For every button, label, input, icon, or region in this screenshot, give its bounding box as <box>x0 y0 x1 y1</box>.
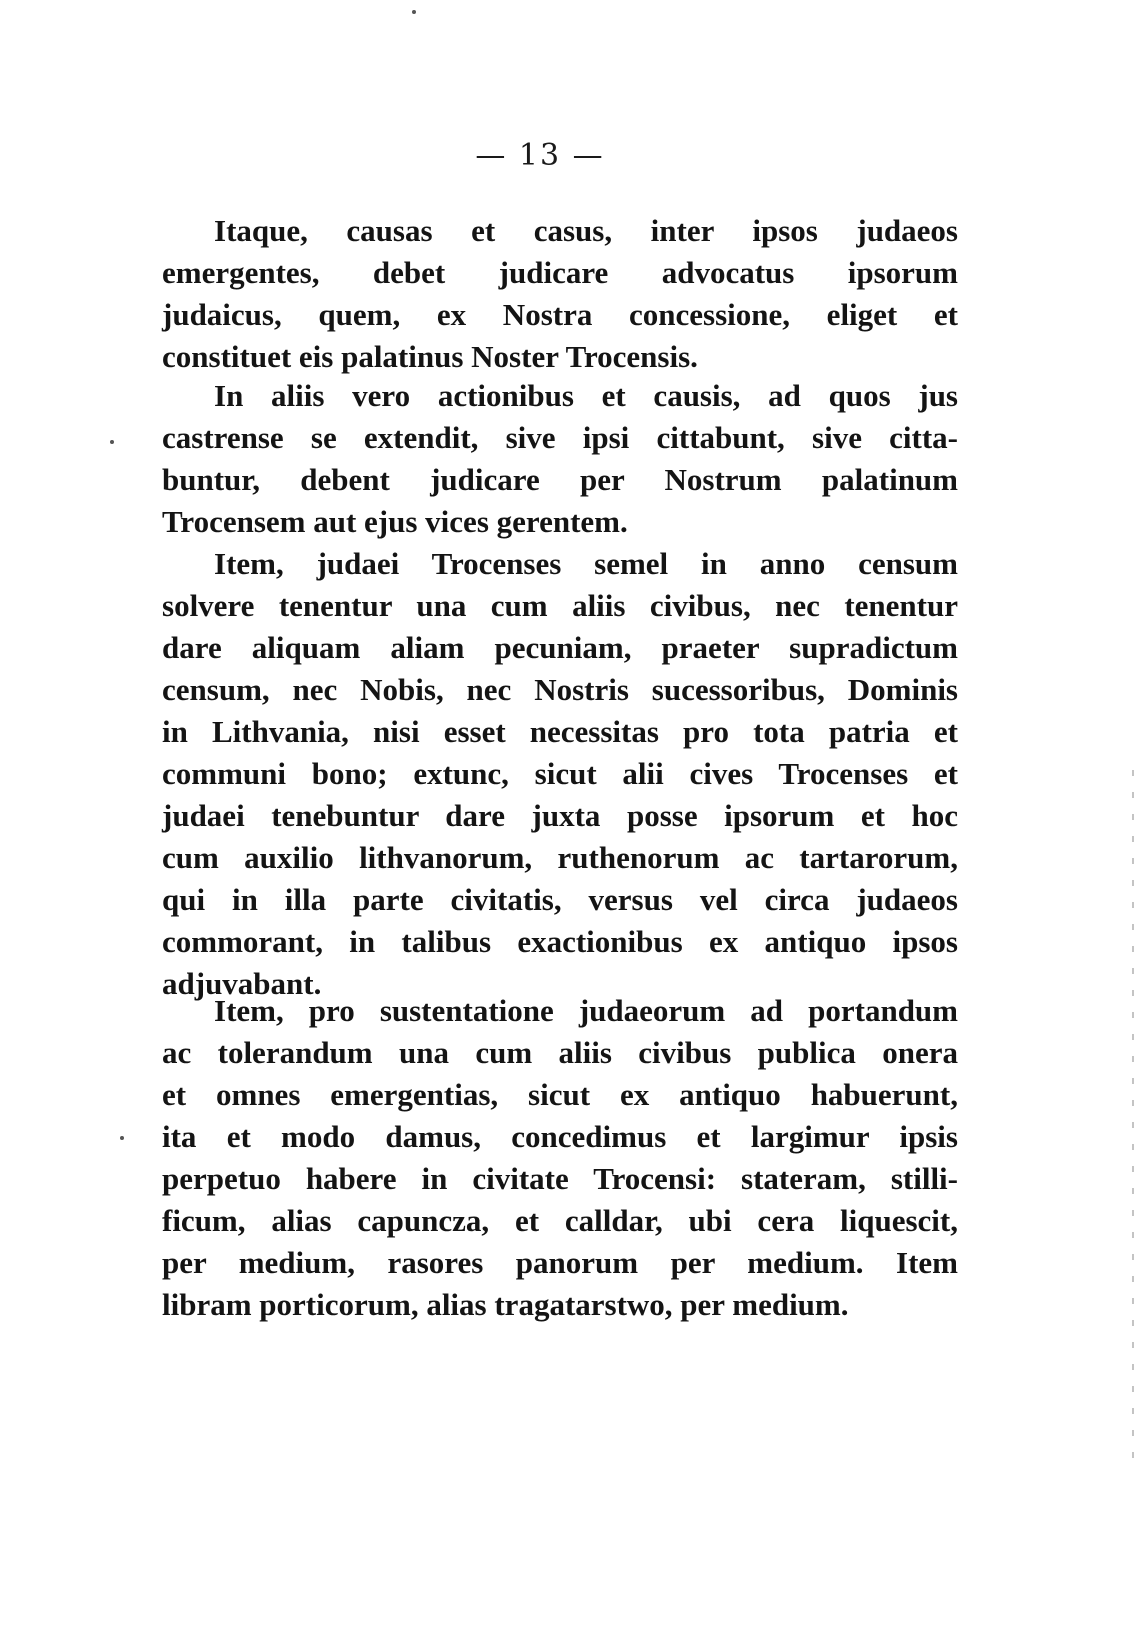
scan-edge-mark <box>1132 770 1134 1460</box>
paragraph-4 <box>162 990 958 1326</box>
page-number: — 13 — <box>475 138 605 173</box>
paragraph-1 <box>162 210 958 378</box>
text-line: in Lithvania, nisi esset necessitas pro tota patria et <box>162 714 958 749</box>
text-line: censum, nec Nobis, nec Nostris sucessoribus, Dominis <box>162 672 958 707</box>
text-line: In aliis vero actionibus et causis, ad quos jus <box>214 378 958 413</box>
text-line: adjuvabant. <box>162 966 322 1001</box>
text-line: solvere tenentur una cum aliis civibus, nec tenentur <box>162 588 958 623</box>
text-line: buntur, debent judicare per Nostrum palatinum <box>162 462 958 497</box>
text-line: et omnes emergentias, sicut ex antiquo habuerunt, <box>162 1077 958 1112</box>
scan-speck <box>110 440 114 444</box>
text-line: judaei tenebuntur dare juxta posse ipsorum et hoc <box>162 798 958 833</box>
scan-speck <box>412 10 416 14</box>
text-line: Itaque, causas et casus, inter ipsos judaeos <box>214 213 958 248</box>
text-line: ac tolerandum una cum aliis civibus publica onera <box>162 1035 958 1070</box>
text-line: libram porticorum, alias tragatarstwo, per medium. <box>162 1287 849 1322</box>
text-line: dare aliquam aliam pecuniam, praeter supradictum <box>162 630 958 665</box>
text-line: qui in illa parte civitatis, versus vel circa judaeos <box>162 882 958 917</box>
text-line: Trocensem aut ejus vices gerentem. <box>162 504 628 539</box>
paragraph-3 <box>162 543 958 1005</box>
text-line: Item, judaei Trocenses semel in anno censum <box>214 546 958 581</box>
text-line: ita et modo damus, concedimus et largimur ipsis <box>162 1119 958 1154</box>
text-line: communi bono; extunc, sicut alii cives Trocenses et <box>162 756 958 791</box>
text-line: emergentes, debet judicare advocatus ipsorum <box>162 255 958 290</box>
text-line: ficum, alias capuncza, et calldar, ubi cera liquescit, <box>162 1203 958 1238</box>
scan-speck <box>120 1136 124 1140</box>
text-line: commorant, in talibus exactionibus ex antiquo ipsos <box>162 924 958 959</box>
text-line: perpetuo habere in civitate Trocensi: stateram, stilli- <box>162 1161 958 1196</box>
text-line: constituet eis palatinus Noster Trocensis. <box>162 339 698 374</box>
paragraph-2 <box>162 375 958 543</box>
text-line: cum auxilio lithvanorum, ruthenorum ac tartarorum, <box>162 840 958 875</box>
text-line: judaicus, quem, ex Nostra concessione, eliget et <box>162 297 958 332</box>
text-line: per medium, rasores panorum per medium. Item <box>162 1245 958 1280</box>
text-line: Item, pro sustentatione judaeorum ad portandum <box>214 993 958 1028</box>
text-line: castrense se extendit, sive ipsi cittabunt, sive citta- <box>162 420 958 455</box>
